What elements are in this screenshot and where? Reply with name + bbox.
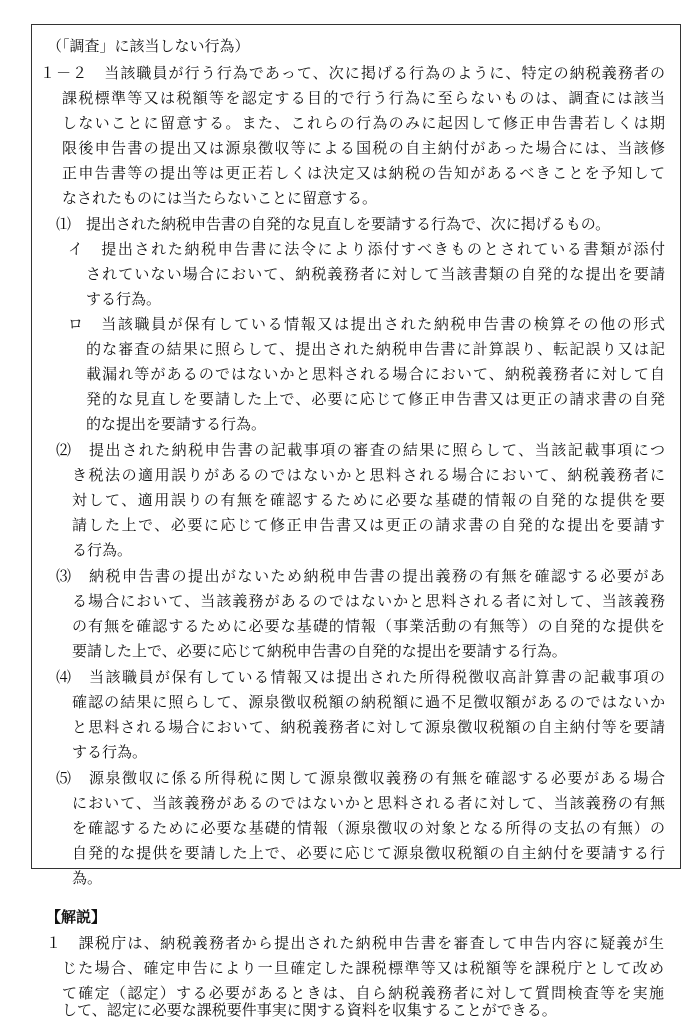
item-4-line: と思料される場合において、納税義務者に対して源泉徴収税額の自主納付等を要請 <box>72 718 665 736</box>
paragraph-1-2-line: 正申告書等の提出等は更正若しくは決定又は納税の告知があるべきことを予知して <box>62 164 665 182</box>
commentary-line: て確定（認定）する必要があるときは、自ら納税義務者に対して質問検査等を実施 <box>62 984 664 1002</box>
paragraph-1-2-line: しないことに留意する。また、これらの行為のみに起因して修正申告書若しくは期 <box>62 114 665 132</box>
item-1-i-line: されていない場合において、納税義務者に対して当該書類の自発的な提出を要請 <box>86 265 665 283</box>
item-2-line: 対して、適用誤りの有無を確認するために必要な基礎的情報の自発的な提供を要 <box>72 491 665 509</box>
item-2-line: 請した上で、必要に応じて修正申告書又は更正の請求書の自発的な提出を要請す <box>72 516 665 534</box>
item-4-line: 確認の結果に照らして、源泉徴収税額の納税額に過不足徴収額があるのではないか <box>72 693 665 711</box>
section-title: （「調査」に該当しない行為） <box>47 37 250 55</box>
item-2-line: ⑵ 提出された納税申告書の記載事項の審査の結果に照らして、当該記載事項につ <box>56 441 665 459</box>
paragraph-1-2-line: 限後申告書の提出又は源泉徴収等による国税の自主納付があった場合には、当該修 <box>62 139 665 157</box>
paragraph-1-2-line: １－２ 当該職員が行う行為であって、次に掲げる行為のように、特定の納税義務者の <box>40 64 665 82</box>
commentary-line: １ 課税庁は、納税義務者から提出された納税申告書を審査して申告内容に疑義が生 <box>46 934 664 952</box>
item-5-line: を確認するために必要な基礎的情報（源泉徴収の対象となる所得の支払の有無）の <box>72 819 665 837</box>
item-3-line: ⑶ 納税申告書の提出がないため納税申告書の提出義務の有無を確認する必要があ <box>56 567 665 585</box>
item-5-line: 為。 <box>72 869 103 887</box>
item-5-line: において、当該義務があるのではないかと思料される者に対して、当該義務の有無 <box>72 794 665 812</box>
paragraph-1-2-line: なされたものには当たらないことに留意する。 <box>62 189 378 207</box>
item-1-ro-line: 的な提出を要請する行為。 <box>86 415 267 433</box>
commentary-line: して、認定に必要な課税要件事実に関する資料を収集することができる。 <box>62 1001 557 1019</box>
item-4-line: する行為。 <box>72 743 148 761</box>
item-3-line: 要請した上で、必要に応じて納税申告書の自発的な提出を要請する行為。 <box>72 642 567 660</box>
item-5-line: ⑸ 源泉徴収に係る所得税に関して源泉徴収義務の有無を確認する必要がある場合 <box>56 769 665 787</box>
item-4-line: ⑷ 当該職員が保有している情報又は提出された所得税徴収高計算書の記載事項の <box>56 668 665 686</box>
item-1-i-line: イ 提出された納税申告書に法令により添付すべきものとされている書類が添付 <box>68 240 665 258</box>
commentary-heading: 【解説】 <box>46 908 107 926</box>
item-2-line: き税法の適用誤りがあるのではないかと思料される場合において、納税義務者に <box>72 466 665 484</box>
item-5-line: 自発的な提供を要請した上で、必要に応じて源泉徴収税額の自主納付を要請する行 <box>72 844 665 862</box>
item-1-line: ⑴ 提出された納税申告書の自発的な見直しを要請する行為で、次に掲げるもの。 <box>56 215 611 233</box>
item-1-ro-line: 的な審査の結果に照らして、提出された納税申告書に計算誤り、転記誤り又は記 <box>86 340 665 358</box>
item-3-line: る場合において、当該義務があるのではないかと思料される者に対して、当該義務 <box>72 592 665 610</box>
item-1-ro-line: 載漏れ等があるのではないかと思料される場合において、納税義務者に対して自 <box>86 365 665 383</box>
paragraph-1-2-line: 課税標準等又は税額等を認定する目的で行う行為に至らないものは、調査には該当 <box>62 89 665 107</box>
item-3-line: の有無を確認するために必要な基礎的情報（事業活動の有無等）の自発的な提供を <box>72 617 665 635</box>
item-1-ro-line: ロ 当該職員が保有している情報又は提出された納税申告書の検算その他の形式 <box>68 315 665 333</box>
item-2-line: る行為。 <box>72 541 133 559</box>
item-1-i-line: する行為。 <box>86 290 162 308</box>
commentary-line: じた場合、確定申告により一旦確定した課税標準等又は税額等を課税庁として改め <box>62 959 664 977</box>
item-1-ro-line: 発的な見直しを要請した上で、必要に応じて修正申告書又は更正の請求書の自発 <box>86 390 665 408</box>
